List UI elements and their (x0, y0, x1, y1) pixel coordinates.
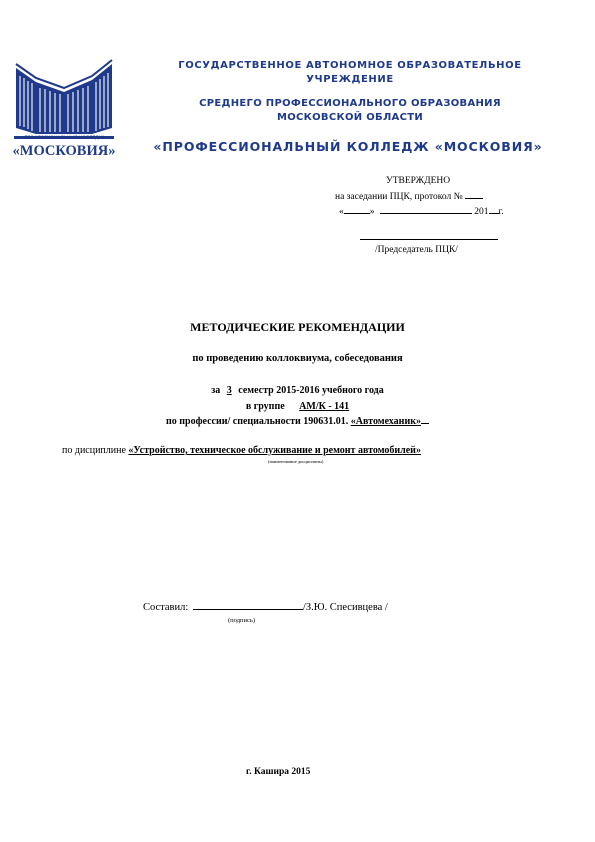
chairman-label: /Председатель ПЦК/ (375, 245, 458, 255)
discipline-note: (наименование дисциплины) (268, 459, 324, 464)
number-sign: № (453, 192, 463, 202)
meeting-line (335, 192, 483, 202)
semester-suffix: семестр 2015-2016 учебного года (238, 385, 384, 396)
org-line-2: УЧРЕЖДЕНИЕ (306, 74, 394, 85)
org-line-4: МОСКОВСКОЙ ОБЛАСТИ (276, 112, 424, 123)
date-line (339, 207, 504, 217)
signature-note: (подпись) (228, 617, 255, 624)
org-name (130, 59, 570, 87)
discipline-prefix: по дисциплине (62, 445, 126, 456)
college-logo (14, 56, 114, 164)
quote-close: » (369, 207, 375, 217)
year-blank (489, 213, 499, 214)
org-line-1: ГОСУДАРСТВЕННОЕ АВТОНОМНОЕ ОБРАЗОВАТЕЛЬНОЕ (178, 60, 522, 71)
group-value: АМ/К - 141 (299, 401, 350, 412)
day-blank (344, 213, 370, 214)
quote-open: « (339, 207, 344, 217)
chairman-signature-line (360, 239, 498, 240)
group-line (0, 401, 595, 412)
semester-line (0, 385, 595, 396)
org-name-2 (130, 97, 570, 125)
discipline-line (62, 445, 421, 456)
logo-caption-big: «МОСКОВИЯ» (12, 143, 116, 159)
profession-value: «Автомеханик» (350, 416, 421, 427)
document-subtitle: по проведению коллоквиума, собеседования (192, 353, 403, 364)
composer-signature-blank (193, 609, 303, 610)
place-year: г. Кашира 2015 (246, 767, 311, 777)
meeting-prefix: на заседании ПЦК, протокол (335, 192, 452, 202)
semester-number: 3 (226, 385, 232, 396)
month-blank (380, 213, 472, 214)
profession-blank (421, 423, 429, 424)
composer-line (143, 602, 388, 613)
profession-line (0, 416, 595, 427)
profession-prefix: по профессии/ специальности 190631.01. (166, 416, 349, 427)
college-name: «ПРОФЕССИОНАЛЬНЫЙ КОЛЛЕДЖ «МОСКОВИЯ» (153, 139, 543, 154)
composer-name: /З.Ю. Спесивцева / (302, 602, 388, 613)
group-prefix: в группе (245, 401, 285, 412)
year-suffix: г. (498, 207, 504, 217)
approved-label: УТВЕРЖДЕНО (386, 176, 451, 186)
discipline-value: «Устройство, техническое обслуживание и ремонт автомобилей» (128, 445, 421, 456)
year-prefix: 201 (474, 207, 489, 217)
college-building-logo-icon (14, 56, 114, 142)
semester-prefix: за (211, 385, 221, 396)
protocol-number-blank (465, 198, 483, 199)
document-title: МЕТОДИЧЕСКИЕ РЕКОМЕНДАЦИИ (190, 320, 405, 334)
org-line-3: СРЕДНЕГО ПРОФЕССИОНАЛЬНОГО ОБРАЗОВАНИЯ (199, 98, 501, 109)
composer-label: Составил: (143, 602, 189, 613)
logo-caption-small: ПРОФЕССИОНАЛЬНЫЙ КОЛЛЕДЖ (24, 136, 104, 141)
